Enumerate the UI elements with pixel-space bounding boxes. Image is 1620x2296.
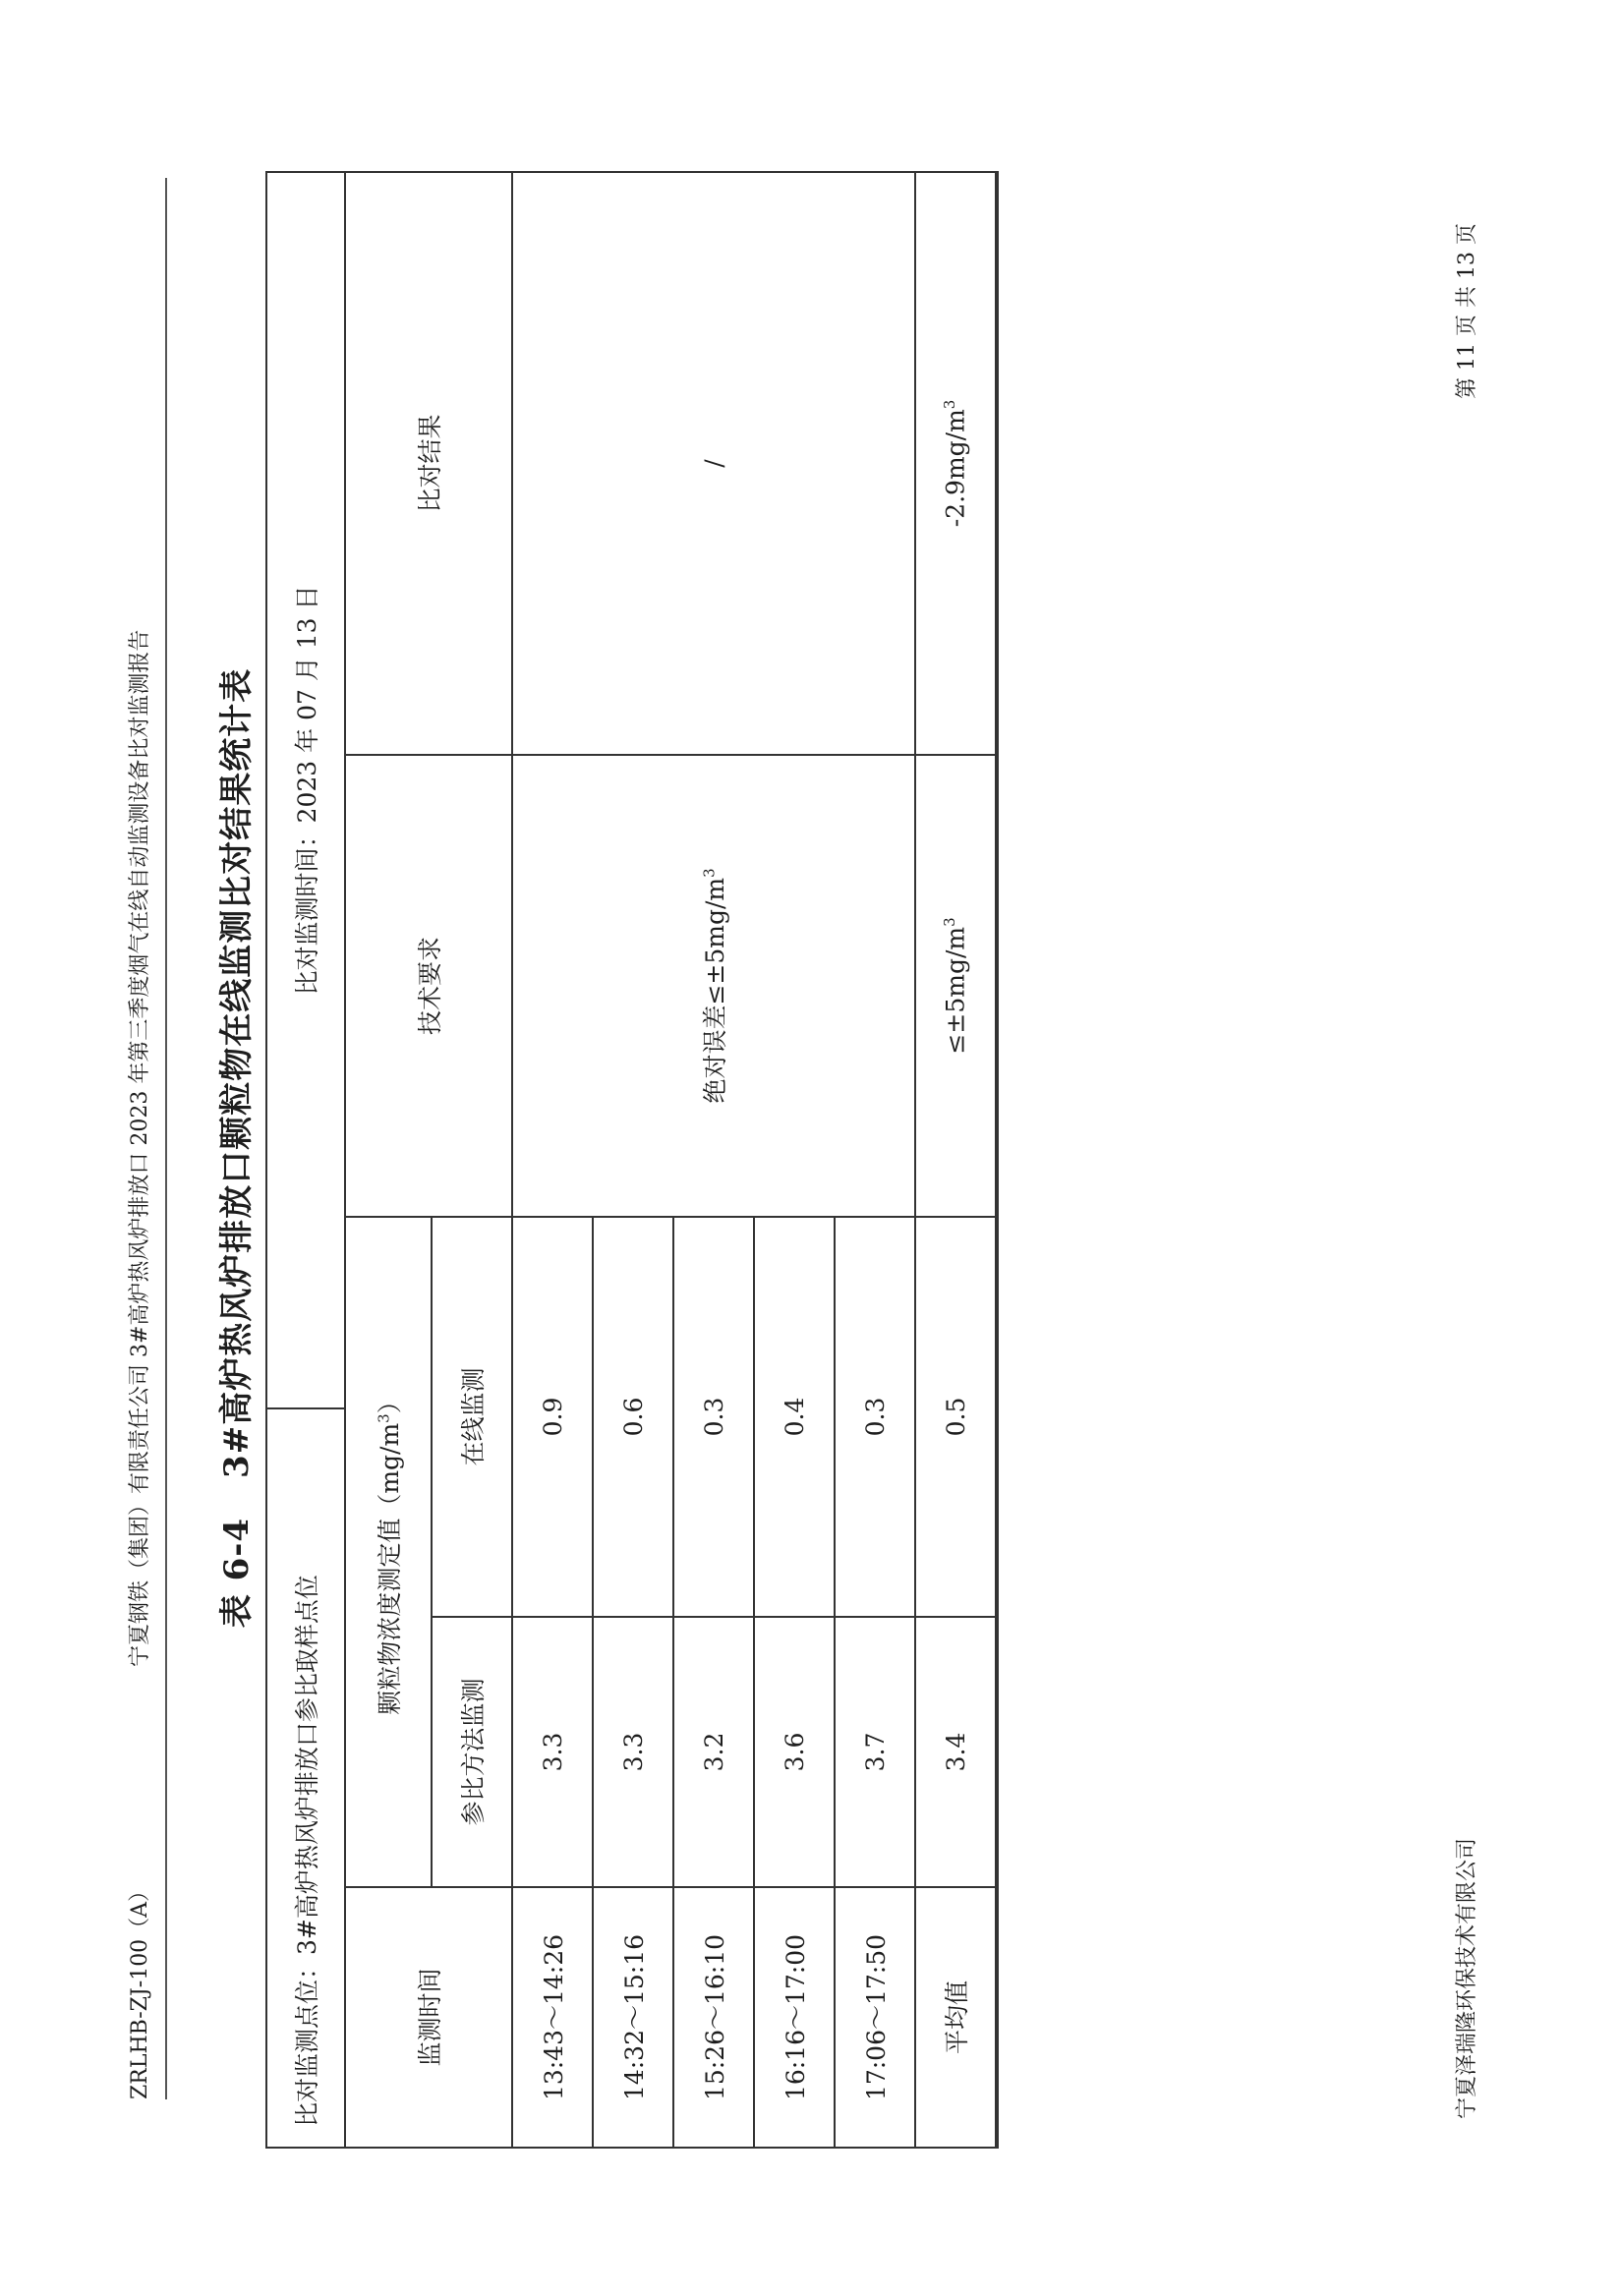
cell-time: 14:32～15:16 [593,1887,673,2148]
doc-code: ZRLHB-ZJ-100（A） [128,1879,152,2099]
col-reference-header: 参比方法监测 [432,1617,512,1887]
footer-page-number: 第 11 页 共 13 页 [1455,223,1479,399]
cell-reference: 3.3 [593,1617,673,1887]
cell-average-label: 平均值 [915,1887,997,2148]
cell-online: 0.3 [835,1217,915,1617]
header-divider [165,178,167,2099]
cell-time: 16:16～17:00 [754,1887,835,2148]
comparison-table [265,171,999,2149]
table-title [209,0,258,2296]
table-number: 表 6-4 [217,1517,257,1629]
monitoring-point: 比对监测点位：3#高炉热风炉排放口参比取样点位 [266,1408,345,2148]
cell-time: 13:43～14:26 [512,1887,593,2148]
cell-time: 17:06～17:50 [835,1887,915,2148]
cell-requirement-merged: 绝对误差$\le\pm 5mg/m^3$ [512,755,915,1217]
col-time-header: 监测时间 [345,1887,512,2148]
col-concentration-header: 颗粒物浓度测定值$(mg/m^3)$ [345,1217,432,1887]
cell-reference: 3.6 [754,1617,835,1887]
col-requirement-header: 技术要求 [345,755,512,1217]
header-row-1 [345,172,432,2148]
average-row [915,172,997,2148]
table-title-text: 3#高炉热风炉排放口颗粒物在线监测比对结果统计表 [217,667,257,1478]
cell-average-reference: 3.4 [915,1617,997,1887]
table-row [512,172,593,2148]
cell-average-requirement: $\le\pm 5mg/m^3$ [915,755,997,1217]
col-online-header: 在线监测 [432,1217,512,1617]
col-result-header: 比对结果 [345,172,512,755]
cell-online: 0.9 [512,1217,593,1617]
cell-reference: 3.3 [512,1617,593,1887]
cell-average-result: $-2.9mg/m^3$ [915,172,997,755]
cell-time: 15:26～16:10 [673,1887,754,2148]
cell-average-online: 0.5 [915,1217,997,1617]
footer-company: 宁夏泽瑞隆环保技术有限公司 [1455,1837,1479,2119]
info-row [266,172,345,2148]
cell-online: 0.3 [673,1217,754,1617]
cell-online: 0.6 [593,1217,673,1617]
cell-online: 0.4 [754,1217,835,1617]
monitoring-time: 比对监测时间：2023 年 07 月 13 日 [266,172,345,1408]
cell-result-merged: / [512,172,915,755]
cell-reference: 3.2 [673,1617,754,1887]
doc-title: 宁夏钢铁（集团）有限责任公司 3#高炉热风炉排放口 2023 年第三季度烟气在线自动监测设备比对监测报告 [128,629,152,1667]
cell-reference: 3.7 [835,1617,915,1887]
